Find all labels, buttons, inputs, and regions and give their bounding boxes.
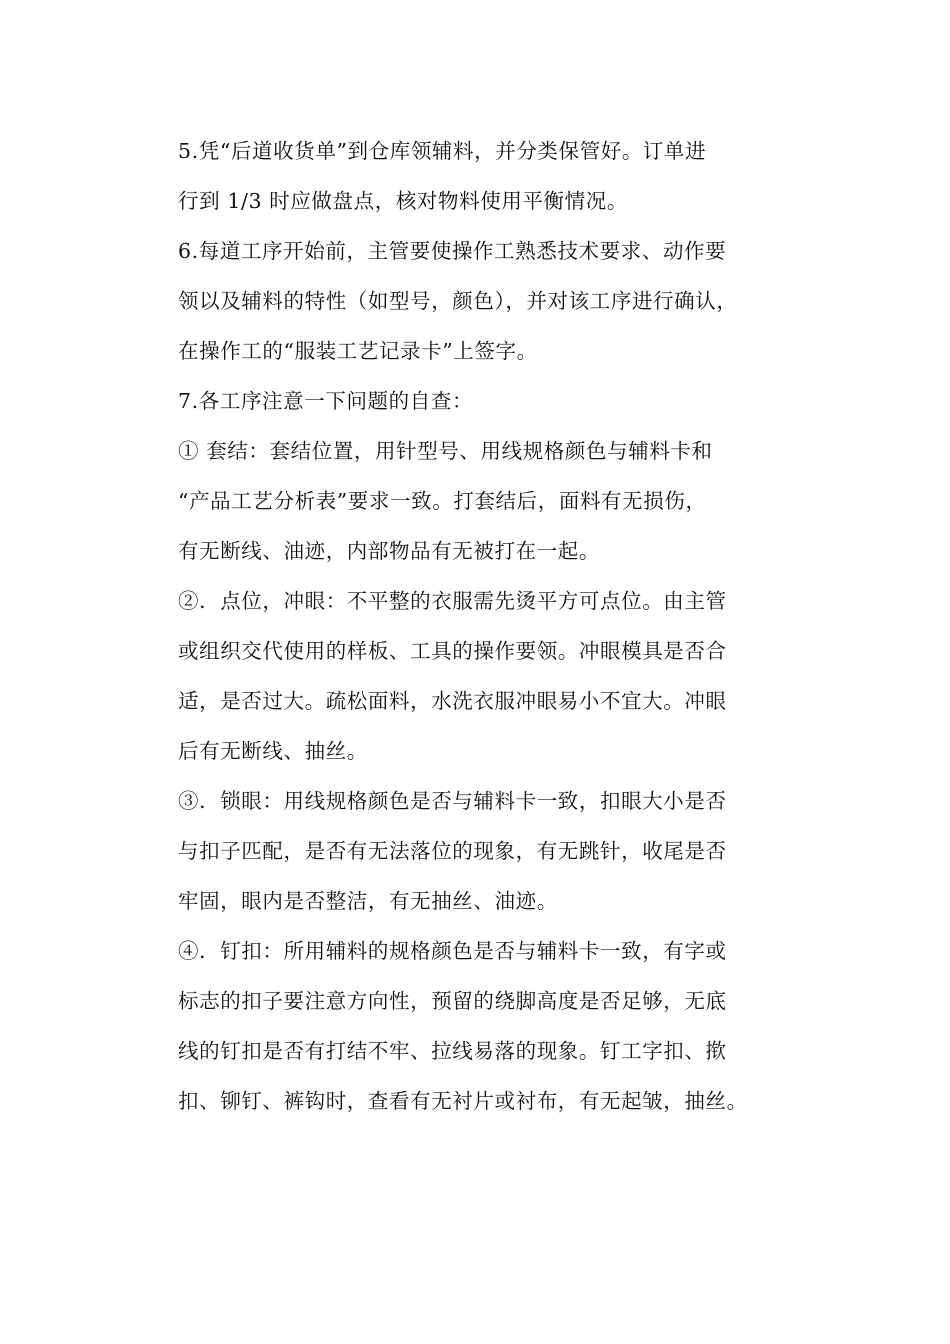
text-line-17: ④．钉扣：所用辅料的规格颜色是否与辅料卡一致，有字或 bbox=[178, 939, 727, 963]
text-line-8: “产品工艺分析表”要求一致。打套结后，面料有无损伤， bbox=[178, 489, 707, 513]
text-line-11: 或组织交代使用的样板、工具的操作要领。冲眼模具是否合 bbox=[178, 639, 727, 663]
text-line-15: 与扣子匹配，是否有无法落位的现象，有无跳针，收尾是否 bbox=[178, 839, 727, 863]
text-line-4: 领以及辅料的特性（如型号，颜色），并对该工序进行确认， bbox=[178, 289, 738, 313]
text-line-19: 线的钉扣是否有打结不牢、拉线易落的现象。钉工字扣、揿 bbox=[178, 1039, 727, 1063]
text-line-9: 有无断线、油迹，内部物品有无被打在一起。 bbox=[178, 539, 600, 563]
text-line-3: 6.每道工序开始前，主管要使操作工熟悉技术要求、动作要 bbox=[178, 239, 727, 263]
text-line-6: 7.各工序注意一下问题的自查： bbox=[178, 389, 474, 413]
text-line-10: ②．点位，冲眼：不平整的衣服需先烫平方可点位。由主管 bbox=[178, 589, 727, 613]
text-line-13: 后有无断线、抽丝。 bbox=[178, 739, 368, 763]
text-line-20: 扣、铆钉、裤钩时，查看有无衬片或衬布，有无起皱，抽丝。 bbox=[178, 1089, 748, 1113]
text-line-2: 行到 1/3 时应做盘点，核对物料使用平衡情况。 bbox=[178, 189, 628, 213]
text-line-12: 适，是否过大。疏松面料，水洗衣服冲眼易小不宜大。冲眼 bbox=[178, 689, 727, 713]
text-line-16: 牢固，眼内是否整洁，有无抽丝、油迹。 bbox=[178, 889, 558, 913]
text-line-7: ① 套结：套结位置，用针型号、用线规格颜色与辅料卡和 bbox=[178, 439, 713, 463]
text-line-5: 在操作工的“服装工艺记录卡”上签字。 bbox=[178, 339, 538, 363]
text-line-18: 标志的扣子要注意方向性，预留的绕脚高度是否足够，无底 bbox=[178, 989, 727, 1013]
text-line-1: 5.凭“后道收货单”到仓库领辅料，并分类保管好。订单进 bbox=[178, 139, 707, 163]
text-line-14: ③．锁眼：用线规格颜色是否与辅料卡一致，扣眼大小是否 bbox=[178, 789, 727, 813]
